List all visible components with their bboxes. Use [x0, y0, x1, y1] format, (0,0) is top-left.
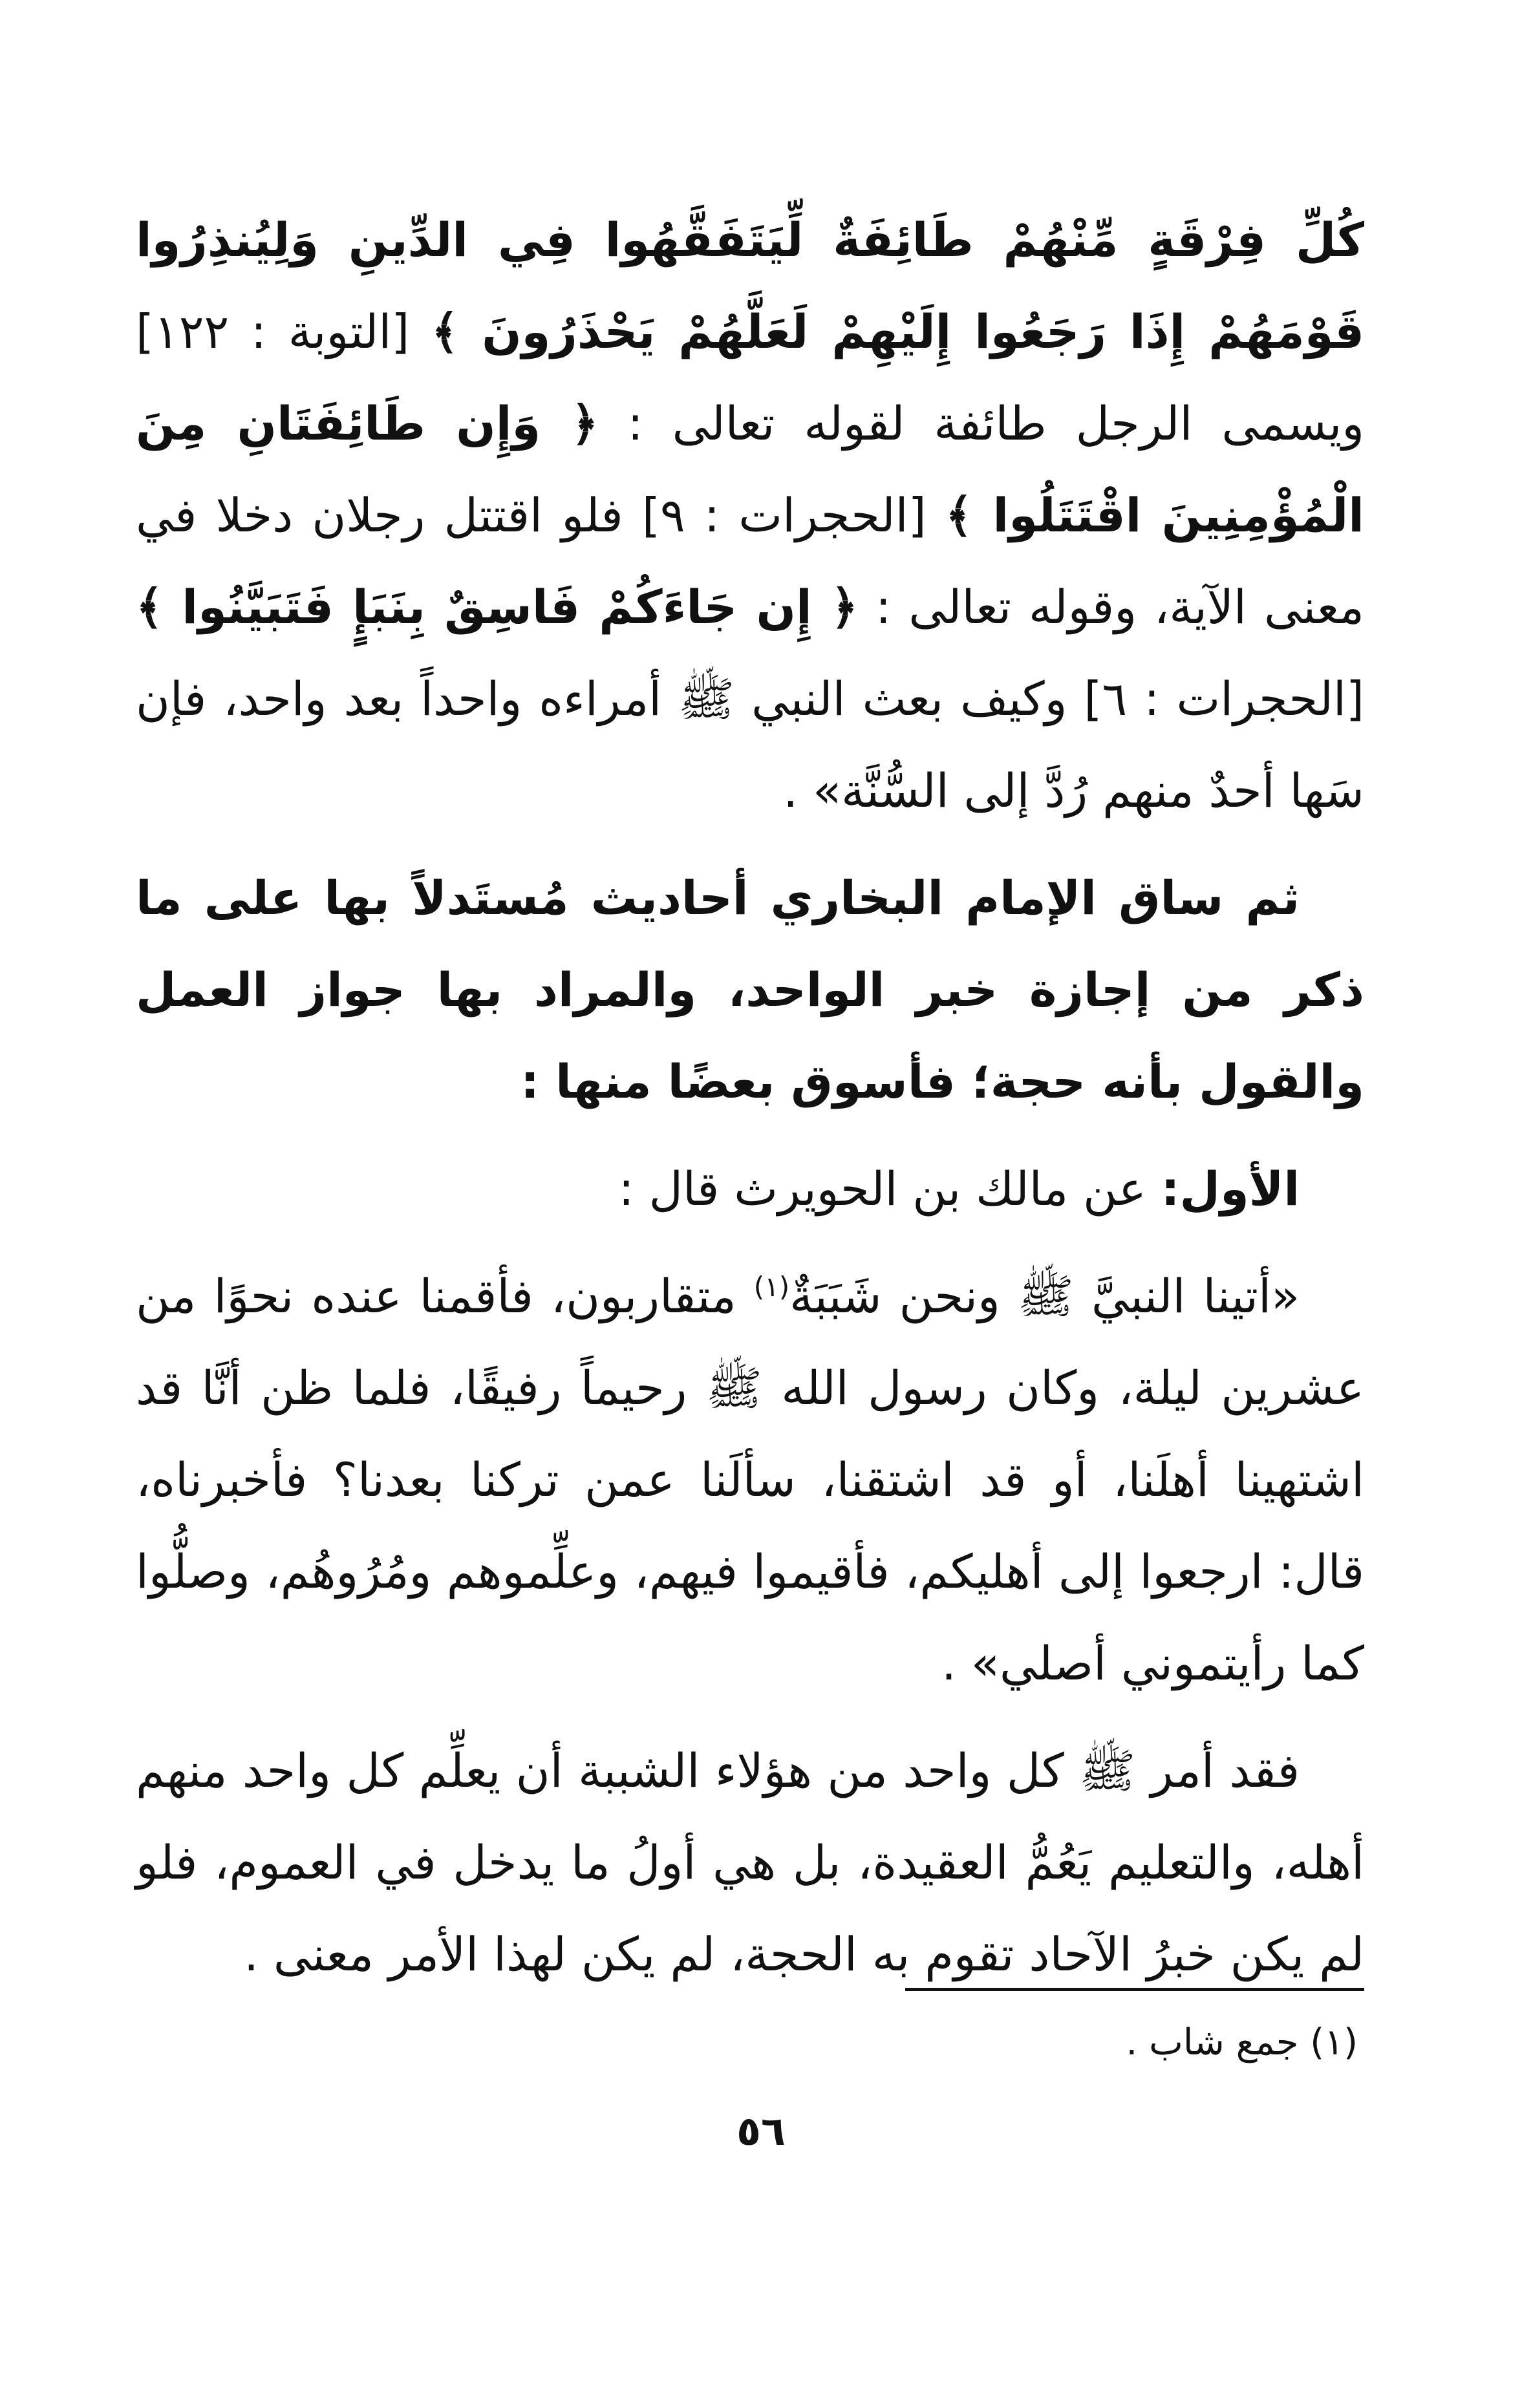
citation-text: [التوبة : ١٢٢] ويسمى الرجل طائفة لقوله تعالى : [136, 304, 1364, 451]
footnote-reference: (١) [753, 1271, 790, 1303]
quran-verse-hujurat-9: ﴿ وَإِن طَائِفَتَانِ مِنَ الْمُؤْمِنِينَ اقْتَتَلُوا ﴾ [136, 396, 1364, 542]
citation-text: [الحجرات : ٩] فلو اقتتل رجلان دخلا في معنى الآية، وقوله تعالى : [136, 488, 1365, 634]
paragraph-text: فقد أمر ﷺ كل واحد من هؤلاء الشببة أن يعلِّم كل واحد منهم أهله، والتعليم يَعُمُّ العقيدة، بل هي أولُ ما يدخل في العموم، فلو لم يكن خبرُ الآحاد تقوم به الحجة، لم يكن لهذا الأمر معنى . [136, 1743, 1364, 1981]
paragraph-commentary [136, 1725, 1364, 2000]
paragraph-hadith-text [136, 1250, 1364, 1709]
paragraph-bukhari-intro [136, 852, 1364, 1127]
section-label: الأول: [1161, 1162, 1300, 1216]
footnote-divider [905, 1988, 1364, 1991]
paragraph-first-hadith-heading [136, 1143, 1364, 1235]
paragraph-text: ثم ساق الإمام البخاري أحاديث مُستَدلاً بها على ما ذكر من إجازة خبر الواحد، والمراد بها جواز العمل والقول بأنه حجة؛ فأسوق بعضًا منها : [136, 871, 1364, 1109]
paragraph-text: متقاربون، فأقمنا عنده نحوًا من عشرين ليلة، وكان رسول الله ﷺ رحيماً رفيقًا، فلما ظن أنَّا قد اشتهينا أهلَنا، أو قد اشتقنا، سألَنا عمن تركنا بعدنا؟ فأخبرناه، قال: ارجعوا إلى أهليكم، فأقيموا فيهم، وعلِّموهم ومُرُوهُم، وصلُّوا كما رأيتموني أصلي» . [136, 1269, 1364, 1690]
paragraph-quran-citations [136, 194, 1364, 836]
page-number: ٥٦ [736, 2107, 786, 2155]
page-body [136, 194, 1364, 2000]
footnote: (١) جمع شاب . [1126, 2021, 1358, 2063]
quran-verse-hujurat-6: ﴿ إِن جَاءَكُمْ فَاسِقٌ بِنَبَإٍ فَتَبَيَّنُوا ﴾ [136, 580, 859, 634]
citation-text: [الحجرات : ٦] وكيف بعث النبي ﷺ أمراءه واحداً بعد واحد، فإن سَها أحدٌ منهم رُدَّ إلى السُّنَّة» . [136, 672, 1365, 818]
quran-verse-tawbah: كُلِّ فِرْقَةٍ مِّنْهُمْ طَائِفَةٌ لِّيَتَفَقَّهُوا فِي الدِّينِ وَلِيُنذِرُوا قَوْمَهُمْ إِذَا رَجَعُوا إِلَيْهِمْ لَعَلَّهُمْ يَحْذَرُونَ ﴾ [136, 213, 1364, 359]
paragraph-text: عن مالك بن الحويرث قال : [618, 1162, 1161, 1216]
paragraph-text: «أتينا النبيَّ ﷺ ونحن شَبَبَةٌ [789, 1269, 1300, 1323]
